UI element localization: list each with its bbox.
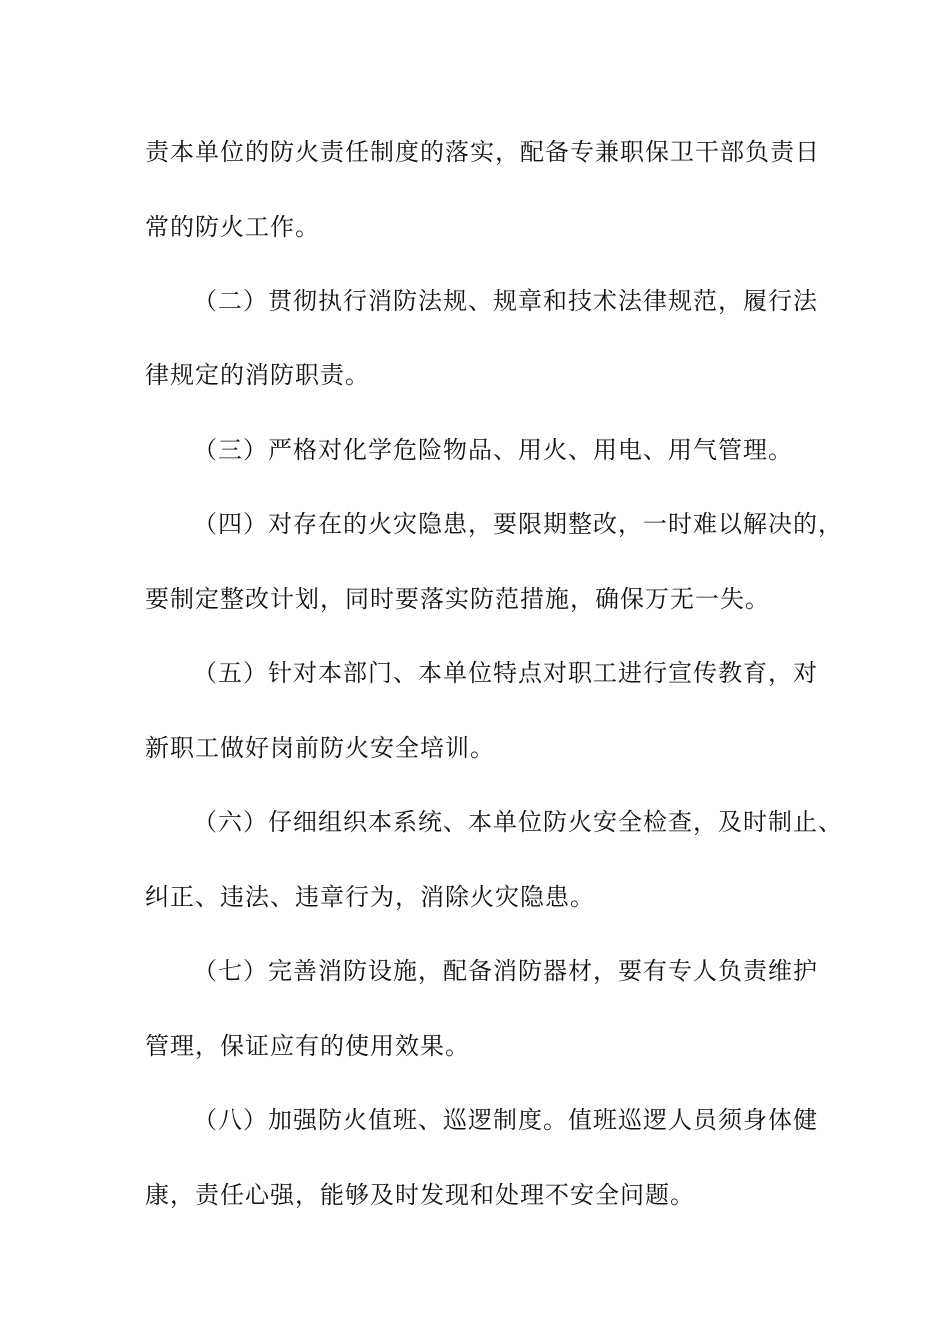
item-4-line-1: （四）对存在的火灾隐患，要限期整改，一时难以解决的，: [193, 510, 843, 538]
item-6-line-1: （六）仔细组织本系统、本单位防火安全检查，及时制止、: [193, 808, 843, 836]
item-4-line-2: 要制定整改计划，同时要落实防范措施，确保万无一失。: [145, 585, 770, 613]
item-5-line-1: （五）针对本部门、本单位特点对职工进行宣传教育，对: [193, 659, 818, 687]
item-8-line-1: （八）加强防火值班、巡逻制度。值班巡逻人员须身体健: [193, 1106, 818, 1134]
item-7-line-2: 管理，保证应有的使用效果。: [145, 1032, 470, 1060]
item-5-line-2: 新职工做好岗前防火安全培训。: [145, 734, 495, 762]
item-6-line-2: 纠正、违法、违章行为，消除火灾隐患。: [145, 883, 595, 911]
item-2-line-1: （二）贯彻执行消防法规、规章和技术法律规范，履行法: [193, 287, 818, 315]
item-2-line-2: 律规定的消防职责。: [145, 361, 370, 389]
paragraph-1-line-1: 责本单位的防火责任制度的落实，配备专兼职保卫干部负责日: [145, 138, 820, 166]
paragraph-1-line-2: 常的防火工作。: [145, 213, 320, 241]
item-8-line-2: 康，责任心强，能够及时发现和处理不安全问题。: [145, 1181, 695, 1209]
item-3-line-1: （三）严格对化学危险物品、用火、用电、用气管理。: [193, 436, 793, 464]
item-7-line-1: （七）完善消防设施，配备消防器材，要有专人负责维护: [193, 957, 818, 985]
